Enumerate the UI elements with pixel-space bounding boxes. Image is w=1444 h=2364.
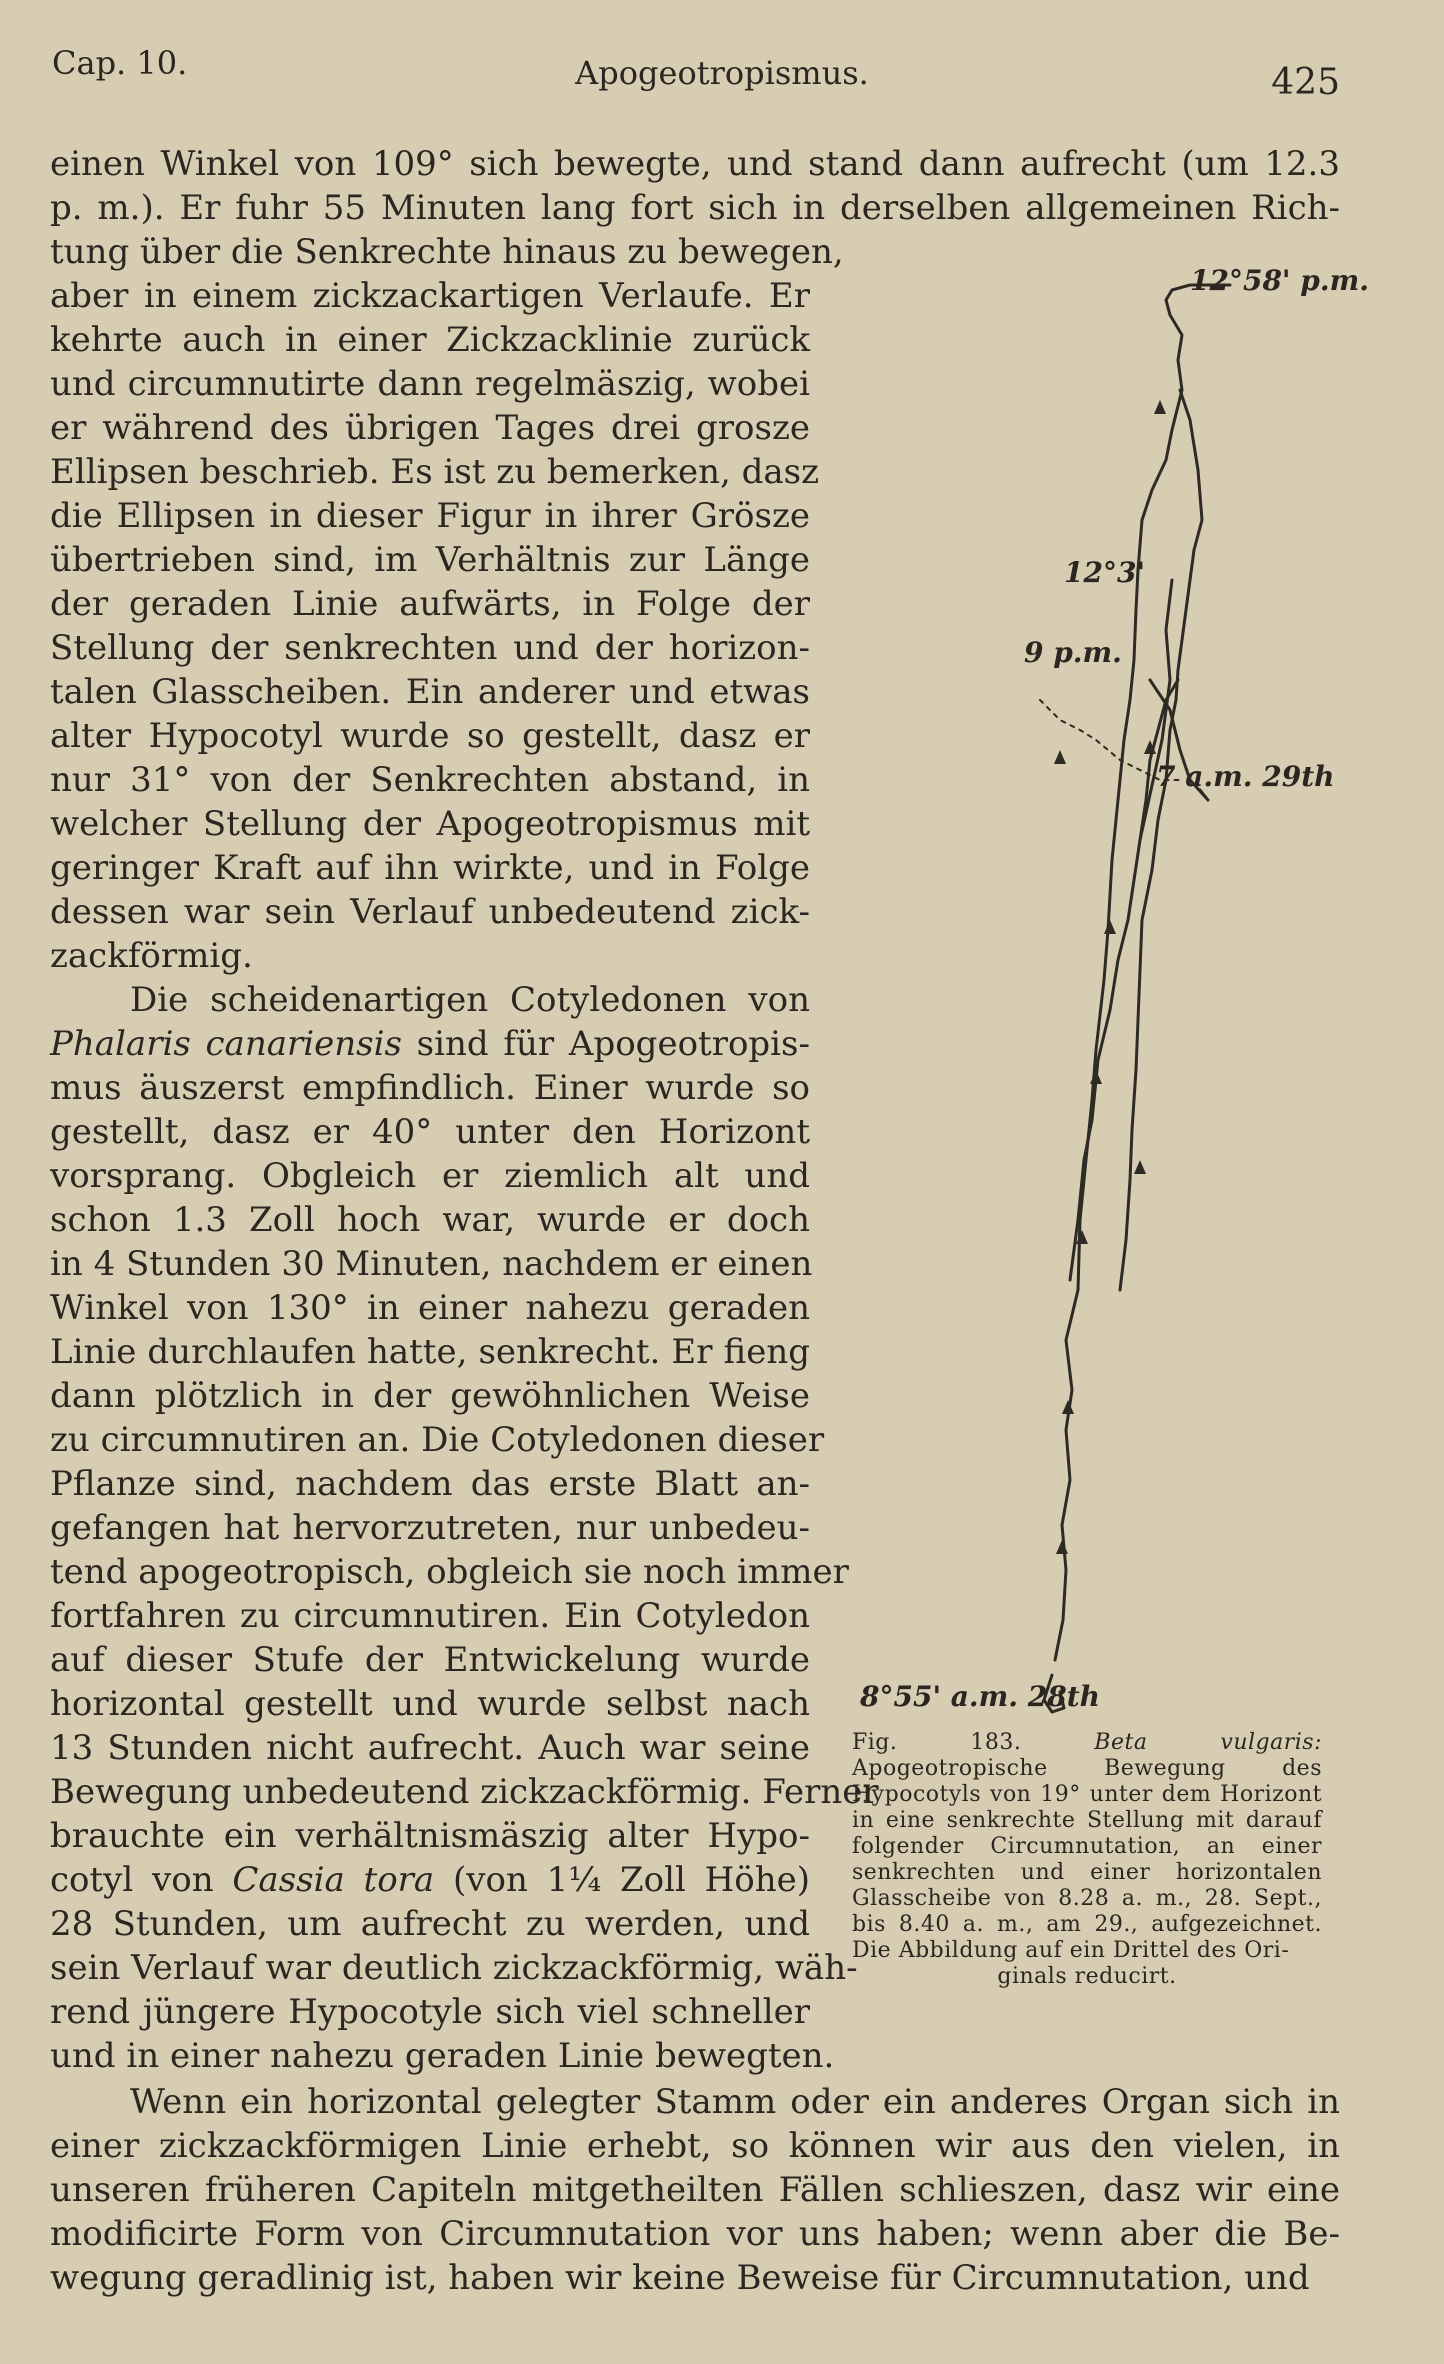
text-line: nur 31° von der Senkrechten abstand, in [50, 760, 810, 800]
figure-183 [860, 264, 1369, 1720]
text-line: tend apogeotropisch, obgleich sie noch immer [50, 1552, 849, 1592]
text-line: in 4 Stunden 30 Minuten, nachdem er einen [50, 1244, 813, 1284]
figure-label: 8°55' a.m. 28th [860, 1680, 1101, 1713]
text-line: dessen war sein Verlauf unbedeutend zick- [50, 892, 810, 932]
arrowhead [1090, 1070, 1102, 1084]
caption-text: Apogeotropische Bewegung des Hypocotyls von 19° unter dem Horizont in eine senkrechte Stellung mit darauf folgender Circumnutation, an einer senkrechten und einer horizontalen Glasscheibe von 8.28 a. m., 28. Sept., bis 8.40 a. m., am 29., aufgezeichnet. Die Abbildung auf ein Drittel des Ori- [852, 1756, 1322, 1963]
text-line-part: Die scheidenartigen Cotyledonen von [130, 980, 810, 1020]
text-line: Winkel von 130° in einer nahezu geraden [50, 1288, 810, 1328]
text-line: unseren früheren Capiteln mitgetheilten Fällen schlieszen, dasz wir eine [50, 2170, 1340, 2210]
text-line-part: cotyl von [50, 1860, 214, 1900]
text-line: wegung geradlinig ist, haben wir keine Beweise für Circumnutation, und [50, 2258, 1310, 2298]
text-line: welcher Stellung der Apogeotropismus mit [50, 804, 810, 844]
text-line: mus äuszerst empfindlich. Einer wurde so [50, 1068, 810, 1108]
figure-label: 12°3' [1064, 556, 1146, 589]
text-line [50, 978, 810, 1022]
text-line: schon 1.3 Zoll hoch war, wurde er doch [50, 1200, 810, 1240]
text-line: aber in einem zickzackartigen Verlaufe. Er [50, 276, 810, 316]
figure-caption [852, 1730, 1322, 1990]
caption-text: ginals reducirt. [997, 1964, 1177, 1989]
text-line: geringer Kraft auf ihn wirkte, und in Folge [50, 848, 810, 888]
text-line: dann plötzlich in der gewöhnlichen Weise [50, 1376, 810, 1416]
text-line: Wenn ein horizontal gelegter Stamm oder ein anderes Organ sich in [130, 2082, 1340, 2122]
caption-species: Beta vulgaris: [1094, 1730, 1322, 1755]
running-title: Apogeotropismus. [575, 54, 869, 92]
text-line: sein Verlauf war deutlich zickzackförmig, wäh- [50, 1948, 858, 1988]
text-line: p. m.). Er fuhr 55 Minuten lang fort sich in derselben allgemeinen Rich- [50, 188, 1340, 228]
text-line: gestellt, dasz er 40° unter den Horizont [50, 1112, 810, 1152]
arrowhead [1154, 400, 1166, 414]
text-line: alter Hypocotyl wurde so gestellt, dasz er [50, 716, 810, 756]
species-name: Cassia tora [232, 1860, 435, 1900]
text-line: Ellipsen beschrieb. Es ist zu bemerken, dasz [50, 452, 820, 492]
text-line: zackförmig. [50, 936, 253, 976]
text-line: die Ellipsen in dieser Figur in ihrer Grösze [50, 496, 810, 536]
text-line: und circumnutirte dann regelmäszig, wobei [50, 364, 810, 404]
arrowhead [1134, 1160, 1146, 1174]
text-line: auf dieser Stufe der Entwickelung wurde [50, 1640, 810, 1680]
text-line: talen Glasscheiben. Ein anderer und etwas [50, 672, 810, 712]
text-line: zu circumnutiren an. Die Cotyledonen dieser [50, 1420, 825, 1460]
text-line: Stellung der senkrechten und der horizon- [50, 628, 810, 668]
text-line [50, 1858, 810, 1902]
figure-label: 7 a.m. 29th [1156, 760, 1335, 793]
trace-path [1055, 285, 1230, 1660]
arrowhead [1104, 920, 1116, 934]
text-line: einer zickzackförmigen Linie erhebt, so können wir aus den vielen, in [50, 2126, 1340, 2166]
trace-path [1120, 390, 1202, 1290]
text-line: 28 Stunden, um aufrecht zu werden, und [50, 1904, 810, 1944]
text-line: er während des übrigen Tages drei grosze [50, 408, 810, 448]
species-name: Phalaris canariensis [50, 1024, 402, 1064]
text-line-part: (von 1¼ Zoll Höhe) [453, 1860, 811, 1900]
text-line: Bewegung unbedeutend zickzackförmig. Ferner [50, 1772, 879, 1812]
movement-trace-drawing [1000, 280, 1360, 1720]
text-line: vorsprang. Obgleich er ziemlich alt und [50, 1156, 810, 1196]
arrowhead [1054, 750, 1066, 764]
page-number: 425 [1271, 62, 1340, 103]
caption-figure-number: Fig. 183. [852, 1730, 1022, 1755]
text-line: und in einer nahezu geraden Linie bewegten. [50, 2036, 835, 2076]
chapter-label: Cap. 10. [52, 44, 188, 82]
arrowhead [1056, 1540, 1068, 1554]
text-line: 13 Stunden nicht aufrecht. Auch war seine [50, 1728, 810, 1768]
arrowhead [1062, 1400, 1074, 1414]
text-line: tung über die Senkrechte hinaus zu bewegen, [50, 232, 844, 272]
text-line: fortfahren zu circumnutiren. Ein Cotyledon [50, 1596, 810, 1636]
text-line: horizontal gestellt und wurde selbst nach [50, 1684, 810, 1724]
figure-label: 12°58' p.m. [1190, 264, 1369, 297]
text-line-part: sind für Apogeotropis- [416, 1024, 810, 1064]
text-line: einen Winkel von 109° sich bewegte, und stand dann aufrecht (um 12.3 [50, 144, 1340, 184]
text-line: Pflanze sind, nachdem das erste Blatt an- [50, 1464, 810, 1504]
text-line: Linie durchlaufen hatte, senkrecht. Er fieng [50, 1332, 810, 1372]
text-line: rend jüngere Hypocotyle sich viel schneller [50, 1992, 810, 2032]
figure-label: 9 p.m. [1024, 636, 1122, 669]
text-line: übertrieben sind, im Verhältnis zur Länge [50, 540, 810, 580]
text-line: brauchte ein verhältnismäszig alter Hypo- [50, 1816, 810, 1856]
text-line: der geraden Linie aufwärts, in Folge der [50, 584, 810, 624]
text-line: gefangen hat hervorzutreten, nur unbedeu- [50, 1508, 810, 1548]
text-line [50, 1022, 810, 1066]
text-line: modificirte Form von Circumnutation vor uns haben; wenn aber die Be- [50, 2214, 1340, 2254]
text-line: kehrte auch in einer Zickzacklinie zurück [50, 320, 810, 360]
